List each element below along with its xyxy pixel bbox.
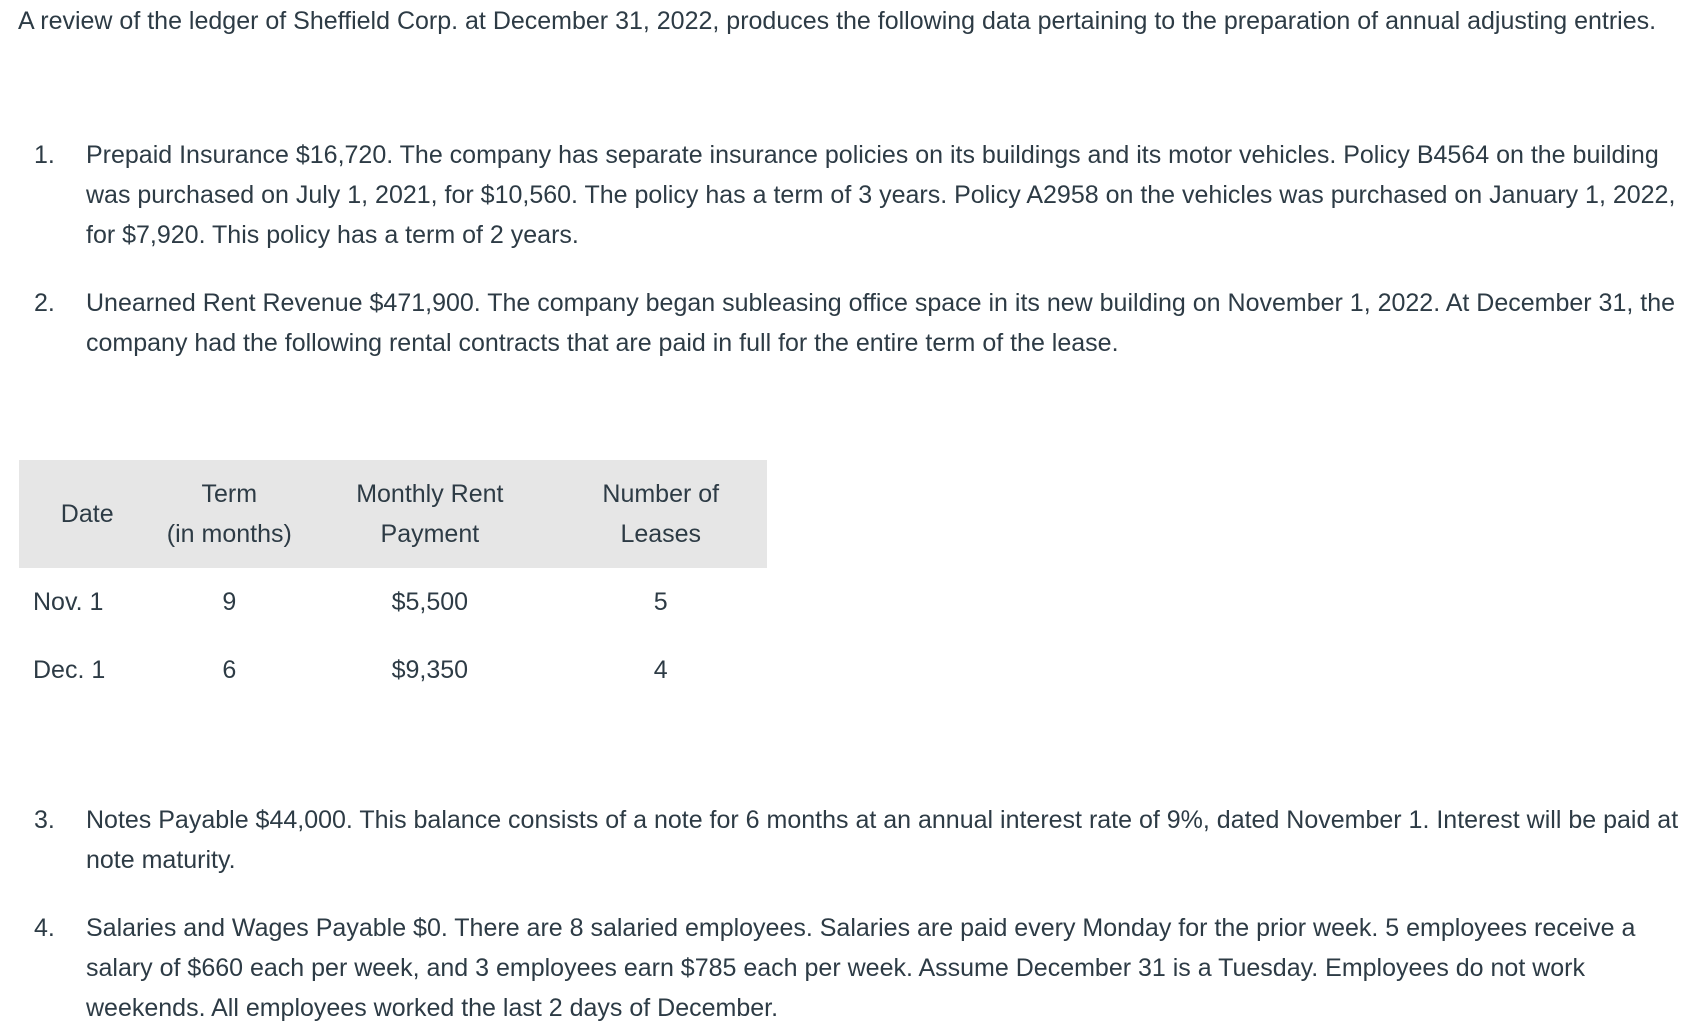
cell-term: 9 — [222, 588, 237, 616]
cell-monthly-rent: $5,500 — [391, 588, 469, 616]
list-item — [18, 800, 1698, 880]
header-term: Term (in months) — [153, 460, 305, 568]
cell-number-of-leases: 5 — [653, 588, 668, 616]
list-item-text: Prepaid Insurance $16,720. The company has separate insurance policies on its buildings and its motor vehicles. Policy B4564 on the building was purchased on July 1, 2021, for $10,560. The policy has a term of 3 years. Policy A2958 on the vehicles was purchased on January 1, 2022, for $7,920. This policy has a term of 2 years. — [86, 141, 1676, 249]
list-item-number: 2. — [34, 289, 55, 317]
table-row — [19, 636, 767, 704]
numbered-list-part-2 — [18, 800, 1698, 1028]
header-number-of-leases: Number of Leases — [555, 460, 767, 568]
list-item-text: Notes Payable $44,000. This balance consists of a note for 6 months at an annual interest rate of 9%, dated November 1. Interest will be paid at note maturity. — [86, 806, 1679, 874]
list-item — [18, 908, 1698, 1028]
cell-monthly-rent: $9,350 — [391, 656, 469, 684]
table-row — [19, 568, 767, 636]
cell-date: Nov. 1 — [33, 588, 104, 616]
list-item-number: 4. — [34, 914, 55, 942]
cell-number-of-leases: 4 — [653, 656, 668, 684]
table-header-row — [19, 460, 767, 568]
list-item-number: 1. — [34, 141, 55, 169]
cell-term: 6 — [222, 656, 237, 684]
header-date: Date — [19, 460, 153, 568]
list-item-text: Salaries and Wages Payable $0. There are 8 salaried employees. Salaries are paid every Monday for the prior week. 5 employees receive a salary of $660 each per week, and 3 employees earn $785 each per week. Assume December 31 is a Tuesday. Employees do not work weekends. All employees worked the last 2 days of December. — [86, 914, 1636, 1022]
list-item-text: Unearned Rent Revenue $471,900. The company began subleasing office space in its new building on November 1, 2022. At December 31, the company had the following rental contracts that are paid in full for the entire term of the lease. — [86, 289, 1676, 357]
cell-date: Dec. 1 — [33, 656, 106, 684]
list-item-number: 3. — [34, 806, 55, 834]
list-item — [18, 283, 1698, 363]
list-item — [18, 135, 1698, 255]
header-monthly-rent: Monthly Rent Payment — [305, 460, 554, 568]
numbered-list-part-1 — [18, 135, 1698, 363]
rental-contracts-table — [19, 460, 767, 704]
intro-paragraph: A review of the ledger of Sheffield Corp. at December 31, 2022, produces the following data pertaining to the preparation of annual adjusting entries. — [18, 7, 1657, 35]
